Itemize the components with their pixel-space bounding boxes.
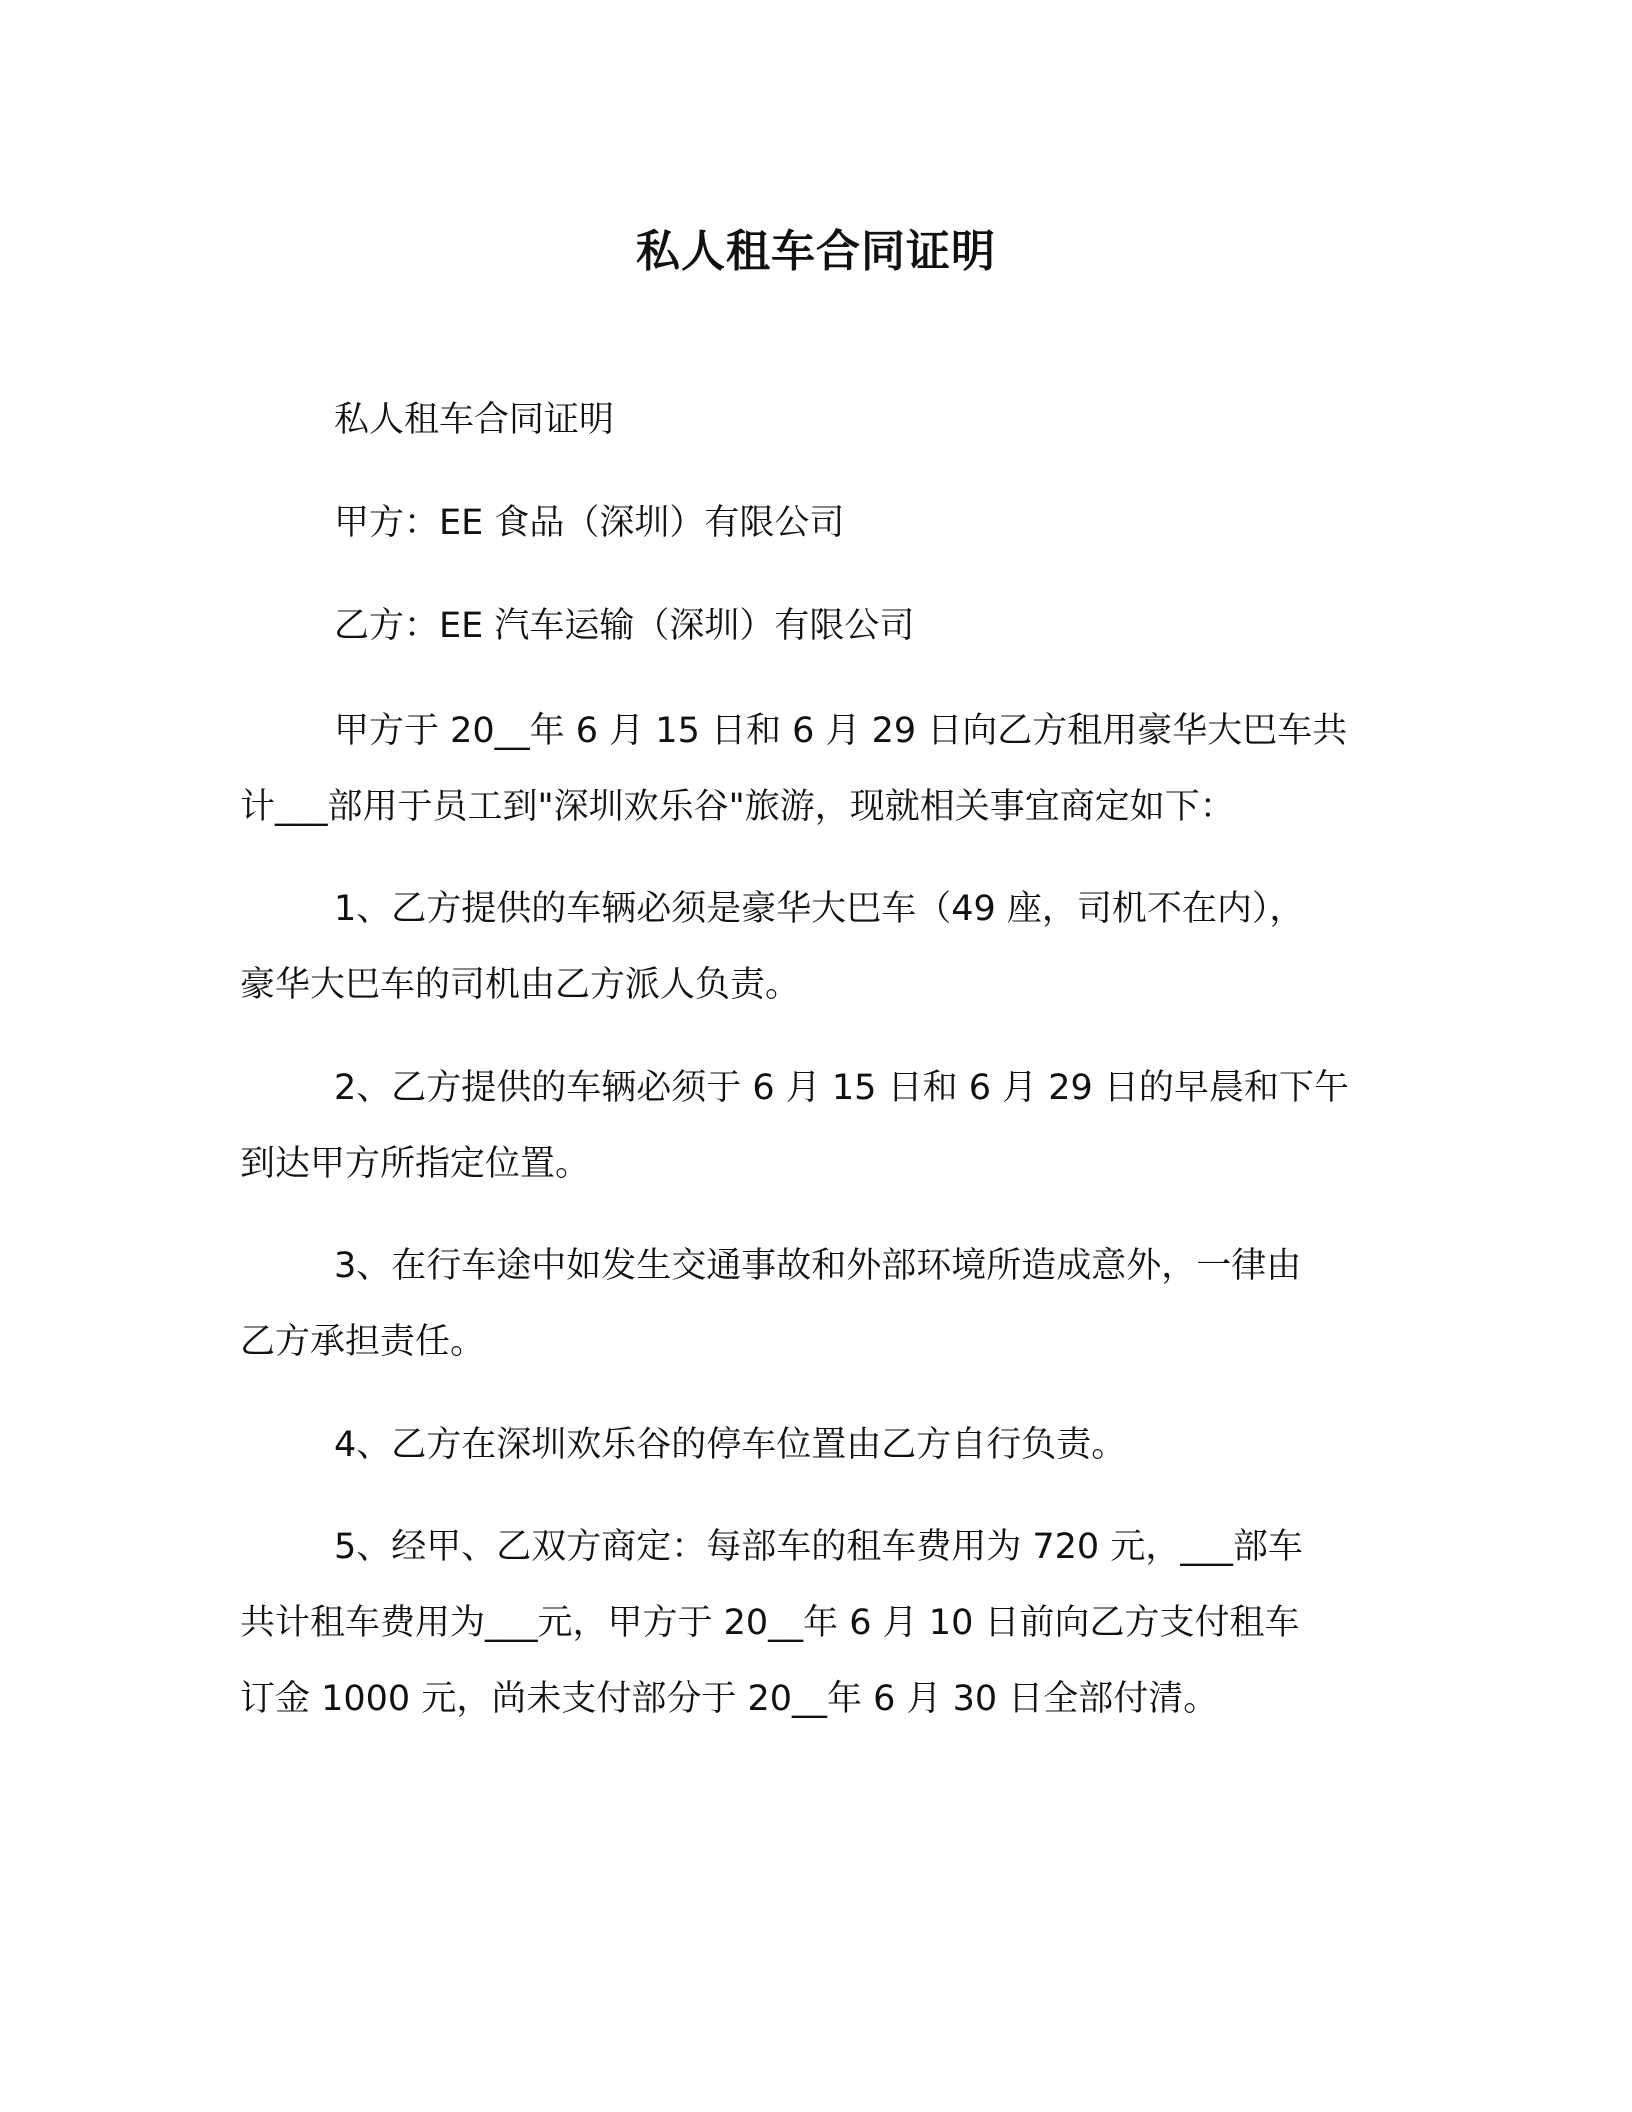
party-b-line: 乙方：EE 汽车运输（深圳）有限公司 — [334, 606, 915, 646]
clause-5-line-1: 5、经甲、乙双方商定：每部车的租车费用为 720 元，___部车 — [334, 1527, 1303, 1567]
clause-5-line-2: 共计租车费用为___元，甲方于 20__年 6 月 10 日前向乙方支付租车 — [240, 1603, 1300, 1643]
clause-1-line-1: 1、乙方提供的车辆必须是豪华大巴车（49 座，司机不在内）， — [334, 889, 1305, 929]
clause-5-line-3: 订金 1000 元，尚未支付部分于 20__年 6 月 30 日全部付清。 — [240, 1679, 1219, 1719]
clause-3-line-1: 3、在行车途中如发生交通事故和外部环境所造成意外，一律由 — [334, 1246, 1302, 1286]
clause-2-line-2: 到达甲方所指定位置。 — [240, 1144, 591, 1184]
clause-2-line-1: 2、乙方提供的车辆必须于 6 月 15 日和 6 月 29 日的早晨和下午 — [334, 1068, 1349, 1108]
intro-paragraph-line-1: 甲方于 20__年 6 月 15 日和 6 月 29 日向乙方租用豪华大巴车共 — [334, 711, 1348, 751]
clause-4-line-1: 4、乙方在深圳欢乐谷的停车位置由乙方自行负责。 — [334, 1425, 1127, 1465]
clause-3-line-2: 乙方承担责任。 — [240, 1322, 486, 1362]
intro-paragraph-line-2: 计___部用于员工到"深圳欢乐谷"旅游，现就相关事宜商定如下： — [240, 787, 1235, 827]
document-subtitle: 私人租车合同证明 — [334, 400, 615, 440]
party-a-line: 甲方：EE 食品（深圳）有限公司 — [334, 503, 845, 543]
clause-1-line-2: 豪华大巴车的司机由乙方派人负责。 — [240, 965, 801, 1005]
document-title: 私人租车合同证明 — [636, 226, 996, 277]
